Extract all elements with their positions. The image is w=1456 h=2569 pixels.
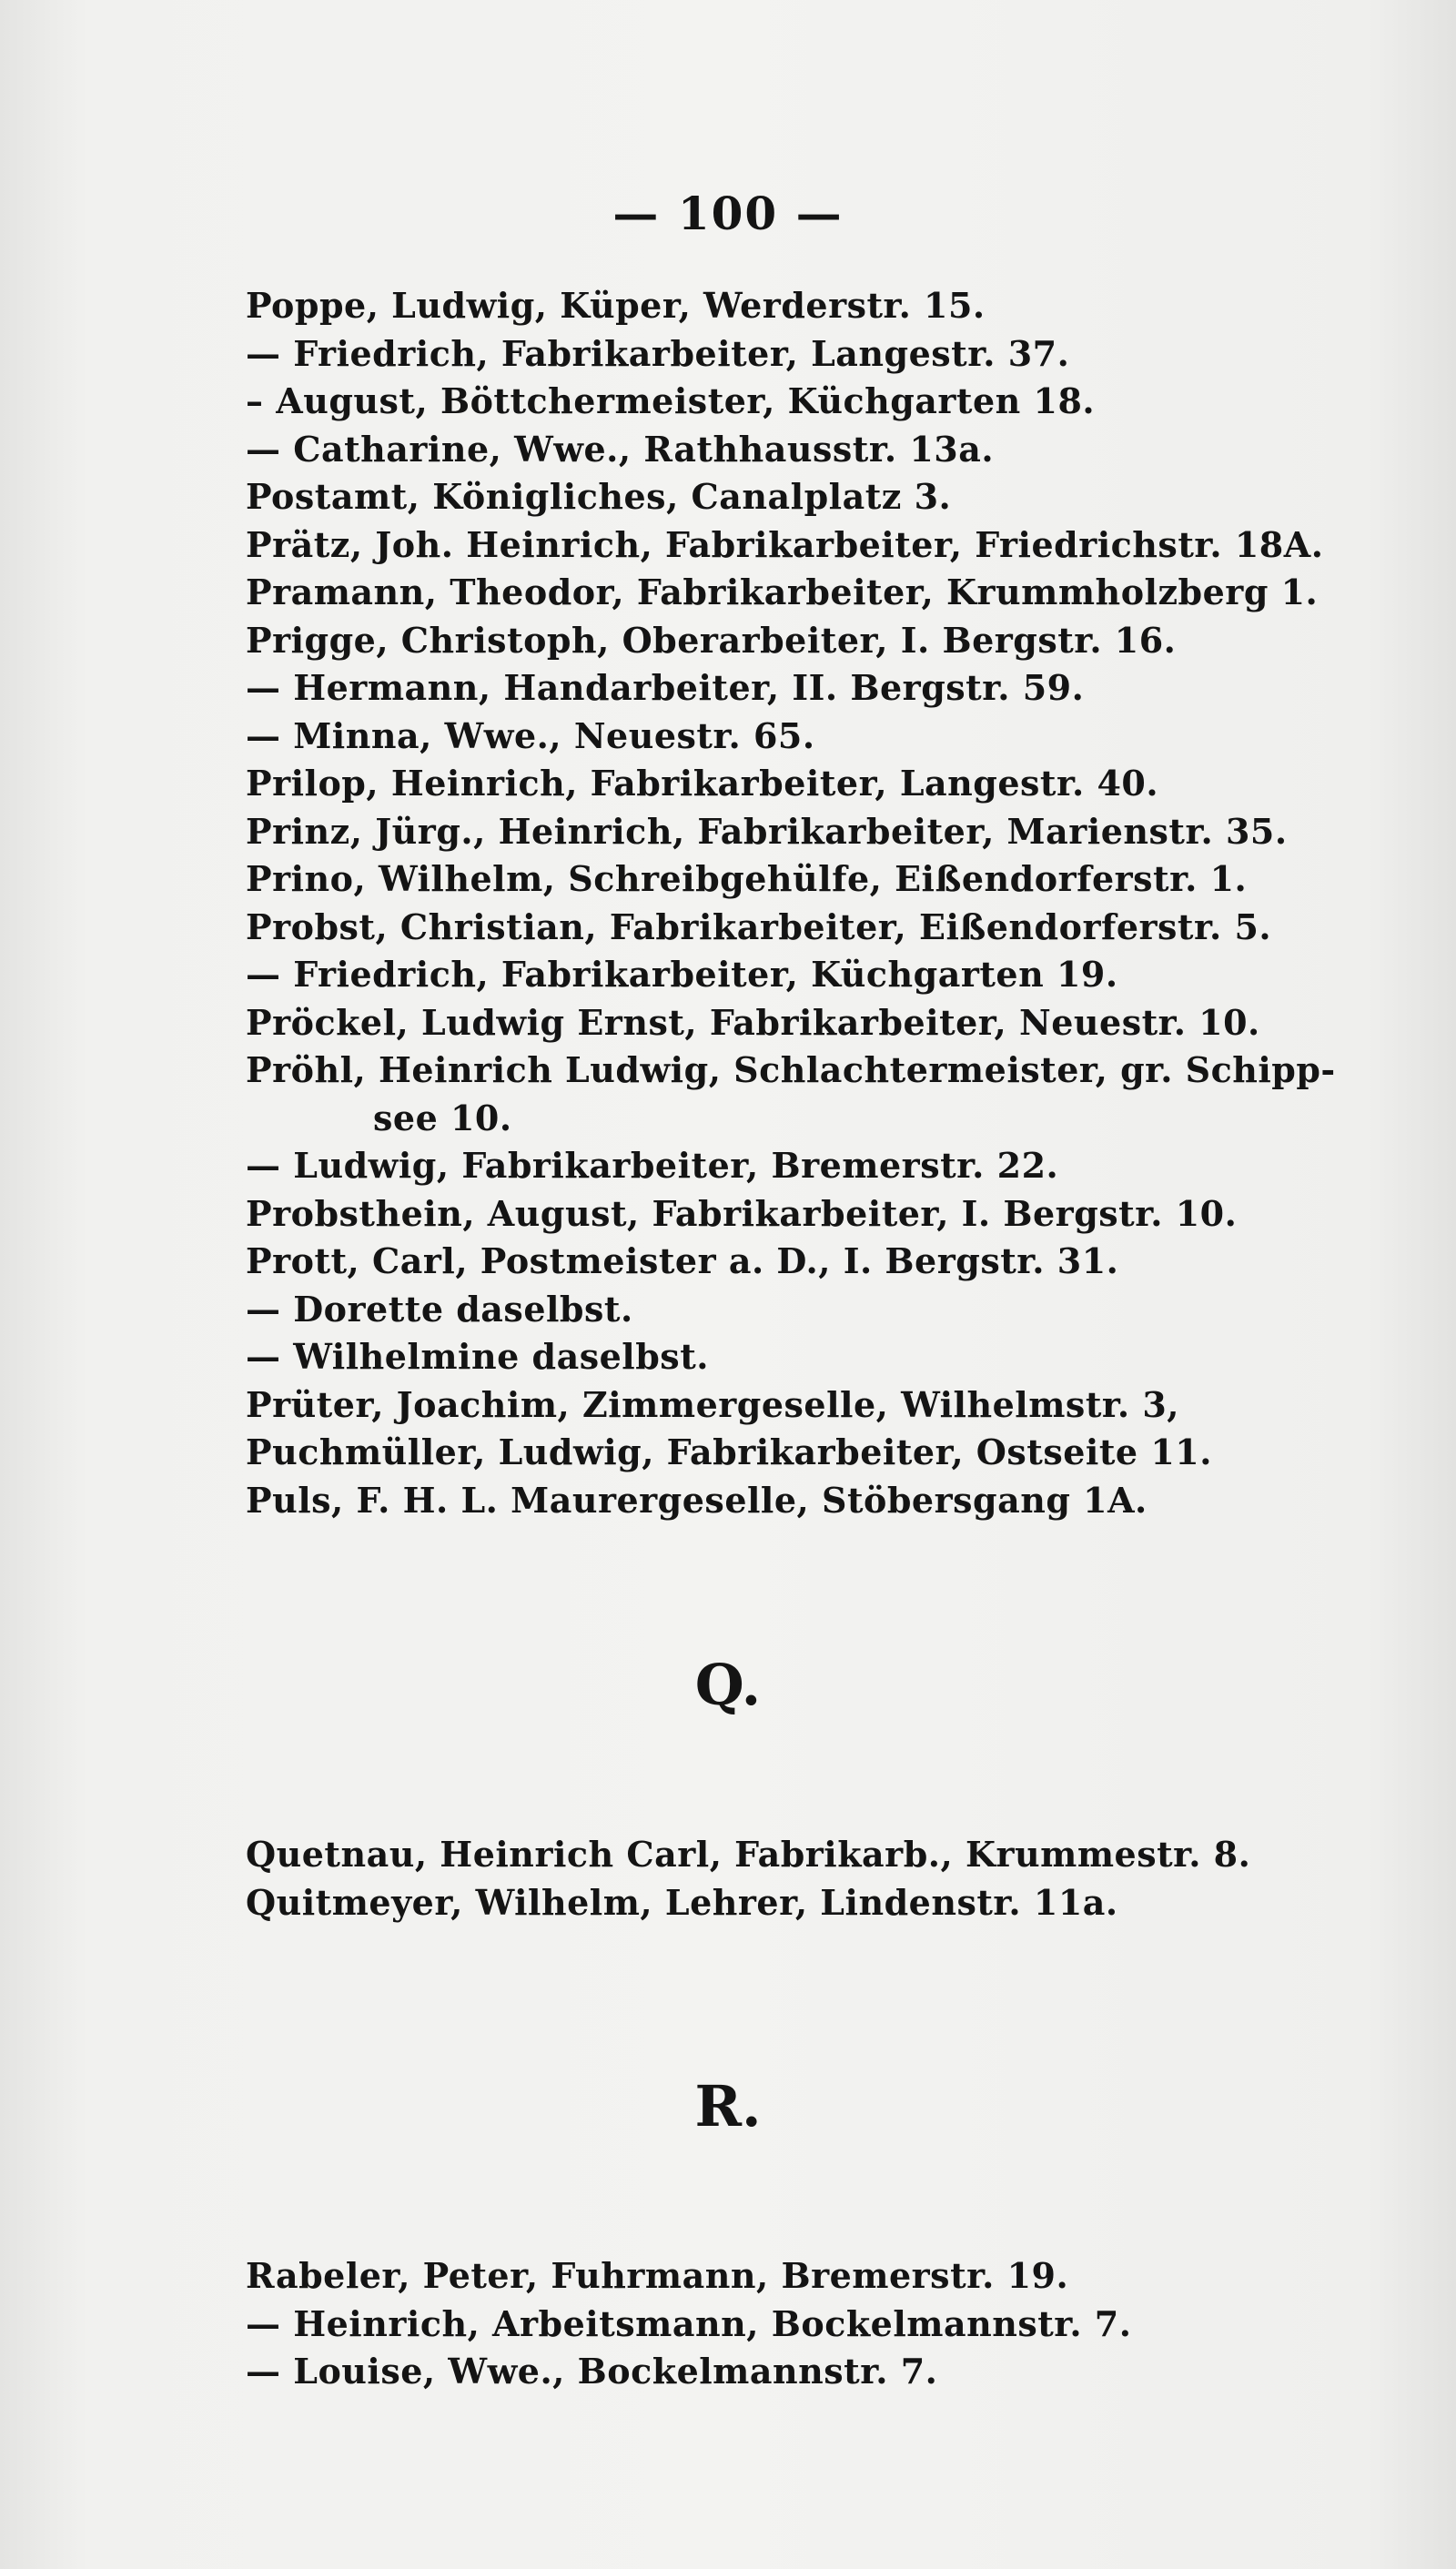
list-item: — Minna, Wwe., Neuestr. 65. xyxy=(246,714,815,756)
list-item: — Hermann, Handarbeiter, II. Bergstr. 59. xyxy=(246,667,1085,708)
list-item-continuation: see 10. xyxy=(373,1097,512,1138)
list-item: — Louise, Wwe., Bockelmannstr. 7. xyxy=(246,2351,938,2392)
list-item: Probsthein, August, Fabrikarbeiter, I. Bergstr. 10. xyxy=(246,1192,1238,1234)
list-item: Prinz, Jürg., Heinrich, Fabrikarbeiter, Marienstr. 35. xyxy=(246,810,1288,852)
section-letter-r: R. xyxy=(694,2073,762,2139)
list-item: — Catharine, Wwe., Rathhausstr. 13a. xyxy=(246,428,995,470)
section-p xyxy=(246,282,1383,1524)
list-item: Pramann, Theodor, Fabrikarbeiter, Krummholzberg 1. xyxy=(246,571,1319,612)
list-item: Rabeler, Peter, Fuhrmann, Bremerstr. 19. xyxy=(246,2255,1069,2296)
list-item: Puls, F. H. L. Maurergeselle, Stöbersgang 1A. xyxy=(246,1479,1148,1521)
list-item: — Ludwig, Fabrikarbeiter, Bremerstr. 22. xyxy=(246,1145,1059,1186)
section-letter-q: Q. xyxy=(694,1652,762,1718)
list-item: — Dorette daselbst. xyxy=(246,1288,633,1330)
list-item: Quetnau, Heinrich Carl, Fabrikarb., Krummestr. 8. xyxy=(246,1834,1251,1875)
list-item: — Wilhelmine daselbst. xyxy=(246,1336,709,1377)
section-r xyxy=(246,2252,1383,2396)
list-item: Pröckel, Ludwig Ernst, Fabrikarbeiter, Neuestr. 10. xyxy=(246,1001,1260,1043)
list-item: Prino, Wilhelm, Schreibgehülfe, Eißendorferstr. 1. xyxy=(246,858,1248,899)
list-item: – August, Böttchermeister, Küchgarten 18. xyxy=(246,380,1096,421)
list-item: Prüter, Joachim, Zimmergeselle, Wilhelmstr. 3, xyxy=(246,1383,1180,1425)
list-item: Prätz, Joh. Heinrich, Fabrikarbeiter, Friedrichstr. 18A. xyxy=(246,523,1324,565)
list-item: Pröhl, Heinrich Ludwig, Schlachtermeister, gr. Schipp- xyxy=(246,1049,1336,1090)
list-item: Prilop, Heinrich, Fabrikarbeiter, Langestr. 40. xyxy=(246,763,1159,804)
list-item: Prott, Carl, Postmeister a. D., I. Bergstr. 31. xyxy=(246,1240,1119,1281)
section-q xyxy=(246,1831,1383,1927)
list-item: — Friedrich, Fabrikarbeiter, Langestr. 37. xyxy=(246,332,1070,374)
list-item: — Friedrich, Fabrikarbeiter, Küchgarten 19. xyxy=(246,954,1118,995)
page-number: — 100 — xyxy=(612,187,844,240)
list-item: Puchmüller, Ludwig, Fabrikarbeiter, Ostseite 11. xyxy=(246,1431,1212,1472)
list-item: Probst, Christian, Fabrikarbeiter, Eißendorferstr. 5. xyxy=(246,905,1272,947)
list-item: Quitmeyer, Wilhelm, Lehrer, Lindenstr. 11a. xyxy=(246,1881,1118,1923)
list-item: — Heinrich, Arbeitsmann, Bockelmannstr. 7. xyxy=(246,2302,1132,2344)
list-item: Prigge, Christoph, Oberarbeiter, I. Bergstr. 16. xyxy=(246,619,1177,661)
list-item: Poppe, Ludwig, Küper, Werderstr. 15. xyxy=(246,285,986,326)
list-item: Postamt, Königliches, Canalplatz 3. xyxy=(246,476,952,517)
